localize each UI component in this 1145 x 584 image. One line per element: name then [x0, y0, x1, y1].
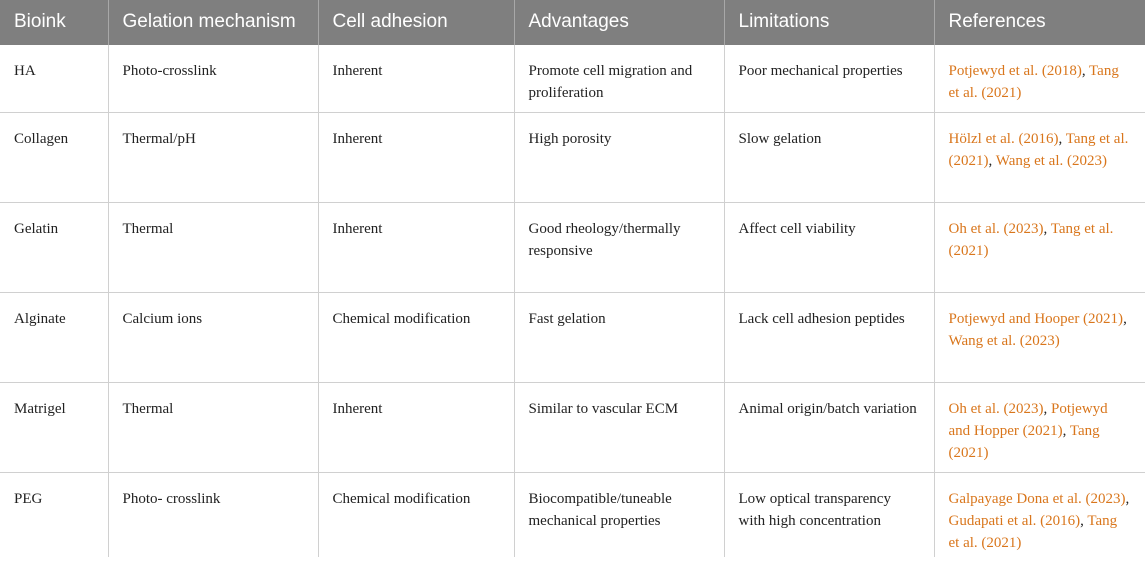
cell-adhesion: Inherent — [318, 112, 514, 202]
table-row — [0, 382, 1145, 472]
reference-link[interactable]: Potjewyd and Hooper (2021) — [948, 310, 1124, 327]
reference-link[interactable]: Wang et al. (2023) — [948, 332, 1060, 349]
cell-references: Oh et al. (2023), Potjewyd and Hopper (2021), Tang (2021) — [934, 382, 1145, 472]
cell-references: Potjewyd and Hooper (2021), Wang et al. (2023) — [934, 292, 1145, 382]
cell-limitations: Slow gelation — [724, 112, 934, 202]
cell-gelation: Calcium ions — [108, 292, 318, 382]
reference-link[interactable]: Galpayage Dona et al. (2023) — [948, 490, 1126, 507]
table-row — [0, 202, 1145, 292]
table-row — [0, 112, 1145, 202]
header-cell-adhesion: Cell adhesion — [318, 0, 514, 45]
cell-advantages: Similar to vascular ECM — [514, 382, 724, 472]
table-header-row — [0, 0, 1145, 45]
cell-limitations: Animal origin/batch variation — [724, 382, 934, 472]
cell-gelation: Photo-crosslink — [108, 45, 318, 112]
cell-bioink: Collagen — [0, 112, 108, 202]
header-limitations: Limitations — [724, 0, 934, 45]
cell-adhesion: Chemical modification — [318, 292, 514, 382]
cell-limitations: Poor mechanical properties — [724, 45, 934, 112]
reference-link[interactable]: Tang et al. (2021) — [948, 220, 1114, 259]
table-row — [0, 292, 1145, 382]
reference-link[interactable]: Potjewyd et al. (2018) — [948, 63, 1082, 79]
cell-adhesion: Inherent — [318, 382, 514, 472]
reference-link[interactable]: Tang et al. (2021) — [948, 512, 1118, 551]
cell-adhesion: Chemical modification — [318, 472, 514, 557]
cell-gelation: Thermal — [108, 382, 318, 472]
reference-link[interactable]: Potjewyd and Hopper (2021) — [948, 400, 1108, 439]
table-row — [0, 472, 1145, 557]
cell-bioink: PEG — [14, 490, 43, 507]
cell-references: Oh et al. (2023), Tang et al. (2021) — [934, 202, 1145, 292]
cell-references: Potjewyd et al. (2018), Tang et al. (2021) — [934, 45, 1145, 112]
reference-link[interactable]: Oh et al. (2023) — [948, 400, 1044, 417]
reference-link[interactable]: Hölzl et al. (2016) — [948, 130, 1059, 147]
cell-advantages: Fast gelation — [514, 292, 724, 382]
cell-advantages: Good rheology/thermally responsive — [514, 202, 724, 292]
cell-limitations: Low optical transparency with high concentration — [724, 472, 934, 557]
reference-link[interactable]: Tang (2021) — [948, 422, 1100, 461]
header-references: References — [934, 0, 1145, 45]
header-bioink: Bioink — [0, 0, 108, 45]
header-gelation-mechanism: Gelation mechanism — [108, 0, 318, 45]
cell-references: Galpayage Dona et al. (2023), Gudapati et al. (2016), Tang et al. (2021) — [934, 472, 1145, 557]
cell-adhesion: Inherent — [318, 45, 514, 112]
cell-advantages: Promote cell migration and proliferation — [514, 45, 724, 112]
cell-advantages: High porosity — [514, 112, 724, 202]
cell-gelation: Thermal — [108, 202, 318, 292]
cell-bioink: HA — [0, 45, 108, 112]
cell-gelation: Thermal/pH — [108, 112, 318, 202]
reference-link[interactable]: Tang et al. (2021) — [948, 63, 1119, 101]
reference-link[interactable]: Gudapati et al. (2016) — [948, 512, 1081, 529]
cell-references: Hölzl et al. (2016), Tang et al. (2021), Wang et al. (2023) — [934, 112, 1145, 202]
cell-bioink: Gelatin — [0, 202, 108, 292]
cell-limitations: Affect cell viability — [724, 202, 934, 292]
reference-link[interactable]: Wang et al. (2023) — [995, 152, 1107, 169]
header-advantages: Advantages — [514, 0, 724, 45]
cell-gelation: Photo- crosslink — [108, 472, 318, 557]
cell-adhesion: Inherent — [318, 202, 514, 292]
cell-bioink: Alginate — [0, 292, 108, 382]
cell-limitations: Lack cell adhesion peptides — [724, 292, 934, 382]
cell-advantages: Biocompatible/tuneable mechanical properties — [514, 472, 724, 557]
cell-bioink: Matrigel — [0, 382, 108, 472]
table-row — [0, 45, 1145, 112]
reference-link[interactable]: Oh et al. (2023) — [948, 220, 1044, 237]
reference-link[interactable]: Tang et al. (2021) — [948, 130, 1129, 169]
